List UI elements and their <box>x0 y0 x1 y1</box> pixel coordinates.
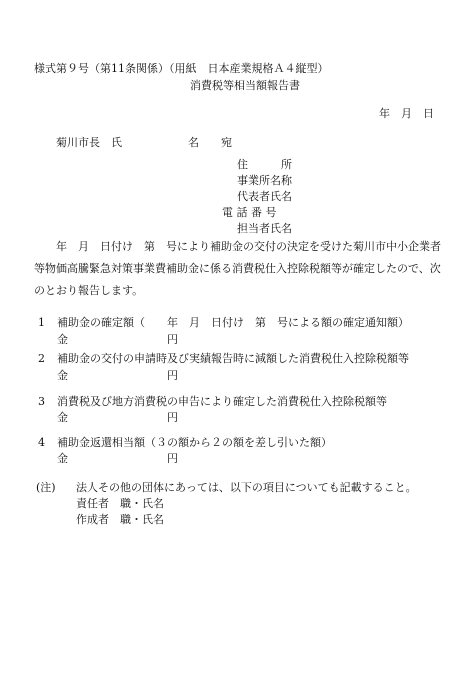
item-1-amount: 金 円 <box>57 333 178 346</box>
addressee: 菊川市長 氏 名 宛 <box>56 136 232 149</box>
item-3-amount: 金 円 <box>57 411 178 424</box>
applicant-address-label: 住 所 <box>237 158 292 171</box>
body-paragraph: 年 月 日付け 第 号により補助金の交付の決定を受けた菊川市中小企業者等物価高騰緊急対策事業費補助金に係る消費税仕入控除税額等が確定したので、次のとおり報告します。 <box>34 240 441 297</box>
applicant-office-label: 事業所名称 <box>237 174 292 187</box>
applicant-rep-label: 代表者氏名 <box>237 190 292 203</box>
item-2-number: 2 <box>38 352 45 365</box>
applicant-phone-label: 電 話 番 号 <box>222 206 277 219</box>
item-1-label: 補助金の確定額（ 年 月 日付け 第 号による額の確定通知額） <box>57 316 409 329</box>
note-text: 法人その他の団体にあっては、以下の項目についても記載すること。 <box>76 481 417 494</box>
note-prefix: (注) <box>36 481 56 494</box>
form-header-line: 様式第９号（第11条関係）（用紙 日本産業規格Ａ４縦型） <box>34 62 329 75</box>
item-3-label: 消費税及び地方消費税の申告により確定した消費税仕入控除税額等 <box>57 395 387 408</box>
item-4-number: 4 <box>38 436 45 449</box>
item-3-number: 3 <box>38 395 45 408</box>
note-line-1: 責任者 職・氏名 <box>76 497 164 510</box>
applicant-contact-label: 担当者氏名 <box>237 222 292 235</box>
item-4-label: 補助金返還相当額（３の額から２の額を差し引いた額） <box>57 436 332 449</box>
document-title: 消費税等相当額報告書 <box>190 79 300 92</box>
note-line-2: 作成者 職・氏名 <box>76 513 164 526</box>
item-1-number: 1 <box>38 316 45 329</box>
item-2-amount: 金 円 <box>57 369 178 382</box>
item-2-label: 補助金の交付の申請時及び実績報告時に減額した消費税仕入控除税額等 <box>57 352 409 365</box>
date-line: 年 月 日 <box>379 107 434 120</box>
item-4-amount: 金 円 <box>57 452 178 465</box>
